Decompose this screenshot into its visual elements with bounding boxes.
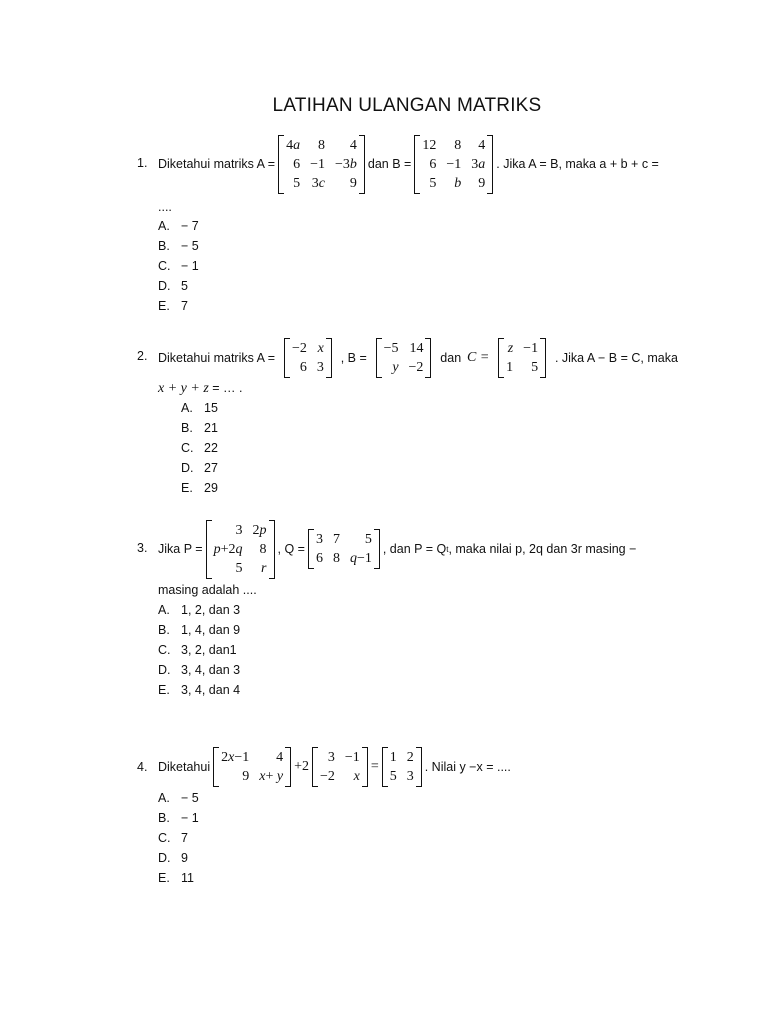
option-letter: D. — [158, 279, 171, 293]
option-letter: B. — [158, 239, 170, 253]
stem-math: C = — [467, 350, 490, 365]
matrix-grid — [284, 135, 359, 194]
option-text: − 1 — [181, 811, 199, 825]
matrix-grid — [504, 338, 540, 378]
question-stem — [158, 746, 511, 788]
answer-option — [158, 296, 188, 316]
matrix-entry: −5 — [383, 341, 399, 356]
option-letter: D. — [158, 663, 171, 677]
matrix-entry: 3 — [406, 769, 414, 784]
matrix-entry: −2 — [408, 360, 424, 375]
matrix-entry: p+2q — [213, 541, 243, 557]
page-title: LATIHAN ULANGAN MATRIKS — [272, 95, 542, 116]
matrix-entry: 3 — [327, 750, 335, 765]
matrix-entry: 8 — [317, 137, 325, 153]
matrix-entry: 5 — [235, 560, 243, 576]
answer-option — [158, 276, 188, 296]
matrix-entry: 8 — [259, 541, 267, 557]
answer-option — [158, 600, 240, 620]
matrix-entry: 4 — [276, 750, 284, 765]
matrix-entry: −1 — [523, 341, 539, 356]
question-stem — [158, 518, 636, 580]
option-letter: E. — [158, 871, 170, 885]
matrix-entry: 3 — [315, 532, 323, 547]
matrix-right-bracket — [269, 520, 275, 579]
matrix-entry: −1 — [446, 156, 462, 172]
option-letter: D. — [181, 461, 194, 475]
matrix-right-bracket — [359, 135, 365, 194]
matrix-entry: 2 — [406, 750, 414, 765]
equals-operator: = — [370, 759, 379, 774]
transpose-superscript: t — [446, 544, 449, 554]
matrix-entry: 4 — [349, 137, 357, 153]
option-text: 3, 4, dan 4 — [181, 683, 241, 697]
option-text: 11 — [181, 871, 194, 885]
option-text: 21 — [204, 421, 218, 435]
stem-math: x + y + z — [158, 381, 209, 396]
stem-text: , maka nilai p, 2q dan 3r masing − — [448, 542, 637, 556]
option-text: − 5 — [181, 239, 199, 253]
option-text: 7 — [181, 299, 188, 313]
matrix-entry: −1 — [344, 750, 360, 765]
question-number: 3. — [137, 541, 148, 555]
matrix-grid — [382, 338, 426, 378]
stem-text: Diketahui matriks A = — [158, 157, 276, 171]
stem-text: . Nilai y −x = .... — [424, 760, 511, 774]
option-text: 9 — [181, 851, 188, 865]
answer-option — [158, 640, 237, 660]
answer-option — [158, 868, 194, 888]
matrix-q — [308, 529, 380, 569]
answer-option — [158, 620, 240, 640]
matrix-grid — [314, 529, 374, 569]
option-letter: C. — [158, 831, 171, 845]
stem-text: Diketahui matriks A = — [158, 351, 276, 365]
matrix-p — [206, 520, 275, 579]
matrix-entry: 5 — [429, 175, 437, 191]
answer-option — [158, 660, 240, 680]
matrix-entry: 2x−1 — [221, 750, 250, 765]
matrix-1 — [213, 747, 291, 787]
stem-text: dan B = — [367, 157, 412, 171]
answer-option — [181, 418, 218, 438]
option-text: 27 — [204, 461, 218, 475]
option-text: 7 — [181, 831, 188, 845]
matrix-entry: 9 — [349, 175, 357, 191]
matrix-entry: 6 — [299, 360, 307, 375]
matrix-b — [376, 338, 432, 378]
option-letter: A. — [181, 401, 193, 415]
matrix-entry: 14 — [409, 341, 424, 356]
option-letter: B. — [181, 421, 193, 435]
answer-option — [158, 808, 199, 828]
matrix-3 — [382, 747, 422, 787]
option-letter: A. — [158, 219, 170, 233]
option-text: − 7 — [181, 219, 199, 233]
matrix-right-bracket — [326, 338, 332, 378]
option-text: 5 — [181, 279, 188, 293]
matrix-entry: 5 — [364, 532, 372, 547]
option-letter: C. — [158, 643, 171, 657]
matrix-entry: 8 — [454, 137, 462, 153]
matrix-c — [498, 338, 546, 378]
answer-option — [181, 478, 218, 498]
stem-continuation: .... — [158, 200, 172, 214]
stem-text: , B = — [340, 351, 367, 365]
answer-option — [158, 788, 199, 808]
stem-text: = … . — [208, 381, 243, 395]
answer-option — [181, 398, 218, 418]
matrix-entry: 1 — [389, 750, 397, 765]
matrix-a — [284, 338, 332, 378]
matrix-entry: 3 — [316, 360, 324, 375]
question-stem — [158, 133, 659, 195]
matrix-entry: −3b — [334, 156, 357, 172]
matrix-entry: 6 — [429, 156, 437, 172]
matrix-right-bracket — [285, 747, 291, 787]
option-text: 29 — [204, 481, 218, 495]
matrix-entry: x+ y — [259, 769, 284, 784]
stem-text: . Jika A − B = C, maka — [554, 351, 678, 365]
matrix-entry: 1 — [506, 360, 514, 375]
matrix-entry: q−1 — [349, 551, 372, 566]
matrix-2 — [312, 747, 368, 787]
answer-option — [158, 216, 199, 236]
option-text: 3, 2, dan1 — [181, 643, 237, 657]
question-number: 4. — [137, 760, 148, 774]
matrix-right-bracket — [540, 338, 546, 378]
option-letter: C. — [181, 441, 194, 455]
matrix-right-bracket — [487, 135, 493, 194]
matrix-entry: 6 — [293, 156, 301, 172]
option-text: 15 — [204, 401, 218, 415]
matrix-entry: y — [392, 360, 399, 375]
answer-option — [158, 236, 199, 256]
answer-option — [158, 256, 199, 276]
option-letter: E. — [158, 299, 170, 313]
option-text: 1, 2, dan 3 — [181, 603, 241, 617]
matrix-grid — [219, 747, 285, 787]
question-number: 1. — [137, 156, 148, 170]
matrix-entry: 2p — [252, 522, 267, 538]
matrix-entry: 5 — [389, 769, 397, 784]
matrix-entry: 4 — [478, 137, 486, 153]
matrix-a — [278, 135, 365, 194]
stem-text: dan — [440, 351, 462, 365]
matrix-entry: 4a — [286, 137, 301, 153]
matrix-entry: 9 — [478, 175, 486, 191]
matrix-grid — [318, 747, 362, 787]
matrix-entry: b — [454, 175, 462, 191]
answer-option — [181, 458, 218, 478]
stem-text: , Q = — [277, 542, 305, 556]
option-letter: A. — [158, 603, 170, 617]
matrix-entry: −1 — [310, 156, 325, 172]
matrix-grid — [212, 520, 269, 579]
matrix-entry: r — [261, 560, 267, 576]
option-letter: A. — [158, 791, 170, 805]
stem-text: Diketahui — [158, 760, 211, 774]
option-text: − 1 — [181, 259, 199, 273]
matrix-entry: 6 — [315, 551, 323, 566]
question-number: 2. — [137, 349, 148, 363]
option-text: 3, 4, dan 3 — [181, 663, 241, 677]
matrix-entry: z — [507, 341, 514, 356]
matrix-entry: −2 — [291, 341, 307, 356]
option-letter: B. — [158, 623, 170, 637]
option-letter: B. — [158, 811, 170, 825]
matrix-entry: x — [317, 341, 324, 356]
stem-text: Jika P = — [158, 542, 203, 556]
matrix-grid — [290, 338, 326, 378]
question-stem — [158, 336, 678, 380]
matrix-entry: −2 — [320, 769, 335, 784]
option-letter: E. — [181, 481, 193, 495]
stem-continuation — [158, 378, 242, 398]
matrix-b — [414, 135, 493, 194]
option-text: 22 — [204, 441, 218, 455]
matrix-right-bracket — [374, 529, 380, 569]
answer-option — [181, 438, 218, 458]
answer-option — [158, 680, 240, 700]
matrix-right-bracket — [362, 747, 368, 787]
option-letter: E. — [158, 683, 170, 697]
option-text: 1, 4, dan 9 — [181, 623, 241, 637]
stem-text: , dan P = Q — [382, 542, 447, 556]
option-letter: C. — [158, 259, 171, 273]
matrix-grid — [420, 135, 487, 194]
matrix-entry: 3 — [235, 522, 243, 538]
matrix-entry: 5 — [293, 175, 301, 191]
plus-operator: +2 — [294, 759, 309, 774]
stem-continuation: masing adalah .... — [158, 583, 257, 597]
matrix-grid — [388, 747, 416, 787]
matrix-entry: 12 — [422, 137, 437, 153]
matrix-entry: 3a — [471, 156, 486, 172]
answer-option — [158, 828, 188, 848]
matrix-entry: 8 — [332, 551, 340, 566]
option-letter: D. — [158, 851, 171, 865]
matrix-entry: 5 — [531, 360, 539, 375]
matrix-right-bracket — [425, 338, 431, 378]
option-text: − 5 — [181, 791, 199, 805]
matrix-right-bracket — [416, 747, 422, 787]
matrix-entry: 7 — [332, 532, 340, 547]
answer-option — [158, 848, 188, 868]
matrix-entry: x — [353, 769, 360, 784]
matrix-entry: 3c — [311, 175, 325, 191]
matrix-entry: 9 — [242, 769, 250, 784]
stem-text: . Jika A = B, maka a + b + c = — [496, 157, 659, 171]
